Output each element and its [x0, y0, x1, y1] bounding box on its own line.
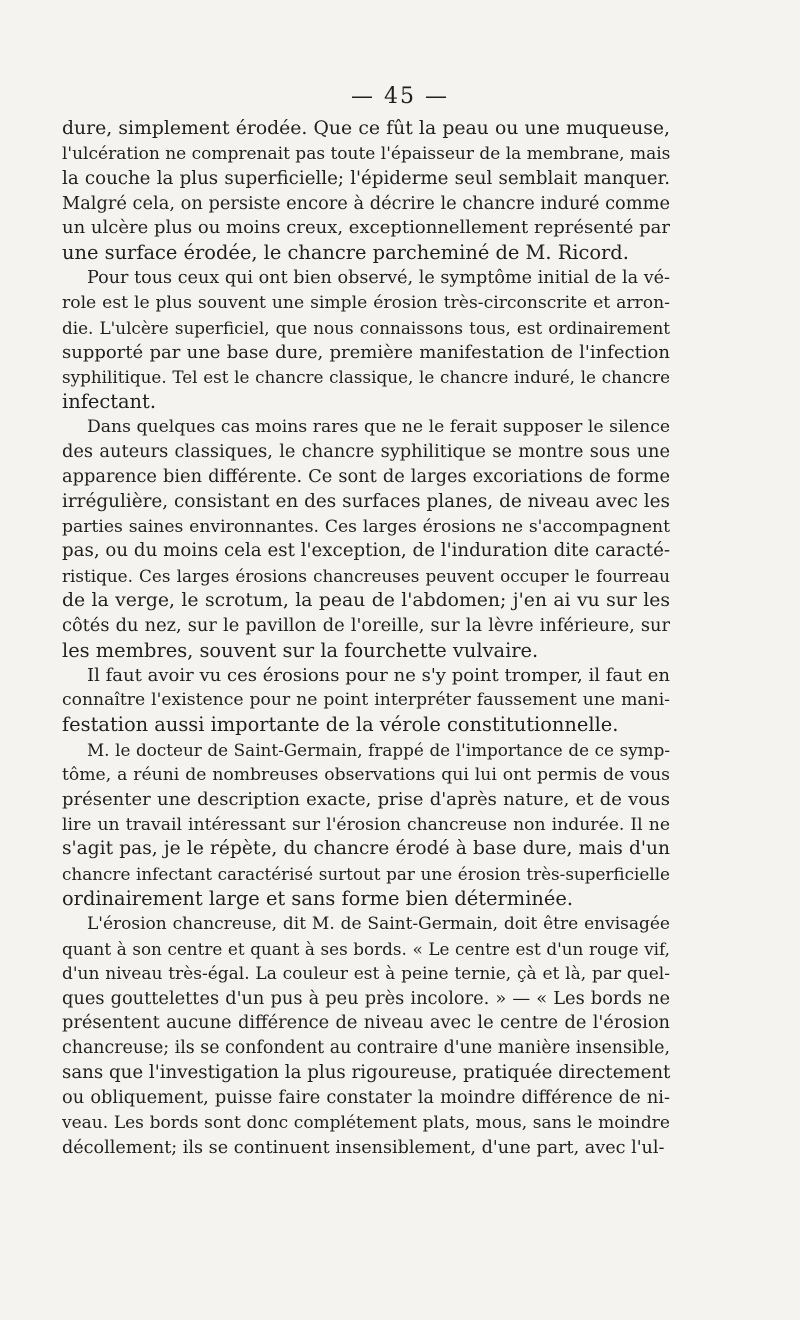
text-line: irrégulière, consistant en des surfaces planes, de niveau avec les — [62, 490, 670, 512]
text-line: présentent aucune différence de niveau avec le centre de l'érosion — [62, 1012, 670, 1034]
paragraph — [62, 912, 670, 1160]
text-line: des auteurs classiques, le chancre syphilitique se montre sous une — [62, 440, 670, 462]
text-line: de la verge, le scrotum, la peau de l'abdomen; j'en ai vu sur les — [62, 590, 670, 612]
text-line: infectant. — [62, 390, 156, 414]
paragraph — [62, 664, 670, 739]
text-line: dure, simplement érodée. Que ce fût la peau ou une muqueuse, — [62, 118, 670, 139]
text-line: quant à son centre et quant à ses bords. « Le centre est d'un rouge vif, — [62, 938, 670, 959]
text-line: festation aussi importante de la vérole constitutionnelle. — [62, 713, 619, 737]
text-line: role est le plus souvent une simple érosion très-circonscrite et arron- — [62, 292, 670, 313]
text-line: un ulcère plus ou moins creux, exceptionnellement représenté par — [62, 217, 670, 239]
text-line: les membres, souvent sur la fourchette vulvaire. — [62, 638, 539, 662]
text-line: tôme, a réuni de nombreuses observations qui lui ont permis de vous — [62, 764, 670, 785]
text-line: décollement; ils se continuent insensiblement, d'une part, avec l'ul- — [62, 1137, 665, 1158]
paragraph — [62, 738, 670, 912]
text-line: chancreuse; ils se confondent au contraire d'une manière insensible, — [62, 1038, 670, 1059]
text-line: syphilitique. Tel est le chancre classique, le chancre induré, le chancre — [62, 367, 670, 388]
text-line: L'érosion chancreuse, dit M. de Saint-Germain, doit être envisagée — [87, 914, 670, 934]
page-number: — 45 — — [351, 84, 449, 109]
paragraph — [62, 266, 670, 415]
text-line: ou obliquement, puisse faire constater la moindre différence de ni- — [62, 1086, 670, 1108]
paragraph — [62, 117, 670, 266]
text-line: ristique. Ces larges érosions chancreuses peuvent occuper le fourreau — [62, 566, 670, 587]
text-line: parties saines environnantes. Ces larges érosions ne s'accompagnent — [62, 516, 670, 537]
text-line: Dans quelques cas moins rares que ne le ferait supposer le silence — [87, 417, 670, 438]
text-line: sans que l'investigation la plus rigoureuse, pratiquée directement — [62, 1062, 671, 1084]
text-line: apparence bien différente. Ce sont de larges excoriations de forme — [62, 465, 670, 487]
text-line: ques gouttelettes d'un pus à peu près incolore. » — « Les bords ne — [62, 987, 670, 1009]
text-line: Pour tous ceux qui ont bien observé, le symptôme initial de la vé- — [87, 268, 670, 289]
text-line: une surface érodée, le chancre parcheminé de M. Ricord. — [62, 241, 629, 265]
text-line: s'agit pas, je le répète, du chancre érodé à base dure, mais d'un — [62, 838, 670, 860]
text-line: d'un niveau très-égal. La couleur est à peine ternie, çà et là, par quel- — [62, 963, 670, 984]
body-text — [62, 117, 670, 1160]
text-line: la couche la plus superficielle; l'épiderme seul semblait manquer. — [62, 167, 670, 189]
text-line: lire un travail intéressant sur l'érosion chancreuse non indurée. Il ne — [62, 814, 670, 835]
text-line: die. L'ulcère superficiel, que nous connaissons tous, est ordinairement — [62, 317, 670, 338]
text-line: ordinairement large et sans forme bien déterminée. — [62, 887, 573, 911]
paragraph — [62, 415, 670, 663]
text-line: veau. Les bords sont donc complétement plats, mous, sans le moindre — [62, 1112, 670, 1133]
text-line: Il faut avoir vu ces érosions pour ne s'y point tromper, il faut en — [87, 664, 670, 686]
text-line: côtés du nez, sur le pavillon de l'oreille, sur la lèvre inférieure, sur — [62, 614, 670, 636]
text-line: chancre infectant caractérisé surtout par une érosion très-superficielle — [62, 864, 670, 885]
text-line: supporté par une base dure, première manifestation de l'infection — [62, 341, 670, 363]
text-line: présenter une description exacte, prise d'après nature, et de vous — [62, 788, 670, 810]
text-line: connaître l'existence pour ne point interpréter faussement une mani- — [62, 690, 670, 711]
text-line: l'ulcération ne comprenait pas toute l'épaisseur de la membrane, mais — [62, 143, 671, 164]
text-line: Malgré cela, on persiste encore à décrire le chancre induré comme — [62, 192, 670, 214]
text-line: pas, ou du moins cela est l'exception, de l'induration dite caracté- — [62, 540, 670, 562]
text-line: M. le docteur de Saint-Germain, frappé de l'importance de ce symp- — [87, 740, 670, 761]
